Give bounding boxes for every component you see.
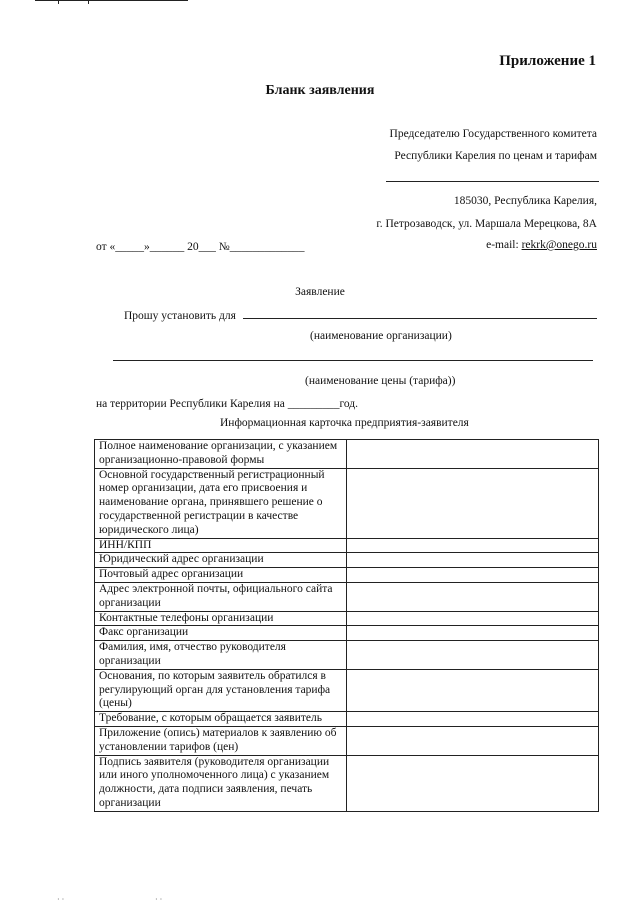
row-value[interactable]: [347, 553, 599, 568]
organization-field-line[interactable]: [243, 318, 597, 319]
row-label: Адрес электронной почты, официального сайта организации: [95, 582, 347, 611]
row-label: Почтовый адрес организации: [95, 568, 347, 583]
territory-year-line[interactable]: на территории Республики Карелия на _________год.: [96, 398, 359, 410]
table-row: [95, 755, 599, 811]
row-label: Подпись заявителя (руководителя организации или иного уполномоченного лица) с указанием должности, дата подписи заявления, печать организации: [95, 755, 347, 811]
row-label: Фамилия, имя, отчество руководителя организации: [95, 641, 347, 670]
price-field-line[interactable]: [113, 360, 593, 361]
row-value[interactable]: [347, 726, 599, 755]
row-value[interactable]: [347, 440, 599, 469]
addressee-email: [486, 239, 597, 251]
row-value[interactable]: [347, 611, 599, 626]
row-label: Основания, по которым заявитель обратился в регулирующий орган для установления тарифа (цены): [95, 669, 347, 711]
scan-mark: · ·: [155, 895, 163, 904]
row-value[interactable]: [347, 755, 599, 811]
row-label: Факс организации: [95, 626, 347, 641]
statement-heading: Заявление: [295, 286, 345, 298]
table-row: [95, 611, 599, 626]
row-value[interactable]: [347, 669, 599, 711]
scan-mark: · ·: [57, 895, 65, 904]
page-title: Бланк заявления: [265, 83, 375, 98]
top-tick: [88, 0, 89, 4]
row-label: ИНН/КПП: [95, 538, 347, 553]
table-row: [95, 726, 599, 755]
row-value[interactable]: [347, 468, 599, 538]
row-value[interactable]: [347, 712, 599, 727]
row-value[interactable]: [347, 641, 599, 670]
table-row: [95, 568, 599, 583]
addressee-line-2: Республики Карелия по ценам и тарифам: [394, 150, 597, 162]
top-tick: [58, 0, 59, 4]
row-value[interactable]: [347, 626, 599, 641]
row-label: Контактные телефоны организации: [95, 611, 347, 626]
table-row: [95, 582, 599, 611]
row-label: Юридический адрес организации: [95, 553, 347, 568]
addressee-line-3: 185030, Республика Карелия,: [453, 195, 597, 207]
appendix-label: Приложение 1: [499, 53, 596, 69]
enterprise-info-table: [94, 439, 599, 812]
row-value[interactable]: [347, 582, 599, 611]
row-label: Требование, с которым обращается заявитель: [95, 712, 347, 727]
table-row: [95, 553, 599, 568]
price-hint: (наименование цены (тарифа)): [305, 375, 456, 387]
organization-hint: (наименование организации): [310, 330, 452, 342]
row-label: Полное наименование организации, с указанием организационно-правовой формы: [95, 440, 347, 469]
table-row: [95, 626, 599, 641]
date-number-line[interactable]: от «_____»______ 20___ №_____________: [96, 241, 305, 253]
request-text: Прошу установить для: [124, 310, 236, 322]
table-row: [95, 641, 599, 670]
table-row: [95, 712, 599, 727]
email-link[interactable]: rekrk@onego.ru: [521, 239, 597, 251]
table-row: [95, 440, 599, 469]
table-row: [95, 669, 599, 711]
row-value[interactable]: [347, 568, 599, 583]
card-title: Информационная карточка предприятия-заявителя: [220, 417, 469, 429]
table-row: [95, 468, 599, 538]
row-label: Основной государственный регистрационный номер организации, дата его присвоения и наименование органа, принявшего решение о государственной регистрации в качестве юридического лица): [95, 468, 347, 538]
table-row: [95, 538, 599, 553]
addressee-blank-line: [386, 181, 599, 182]
row-label: Приложение (опись) материалов к заявлению об установлении тарифов (цен): [95, 726, 347, 755]
email-label: e-mail:: [486, 239, 522, 251]
addressee-line-1: Председателю Государственного комитета: [389, 128, 597, 140]
row-value[interactable]: [347, 538, 599, 553]
addressee-line-4: г. Петрозаводск, ул. Маршала Мерецкова, 8А: [376, 218, 597, 230]
